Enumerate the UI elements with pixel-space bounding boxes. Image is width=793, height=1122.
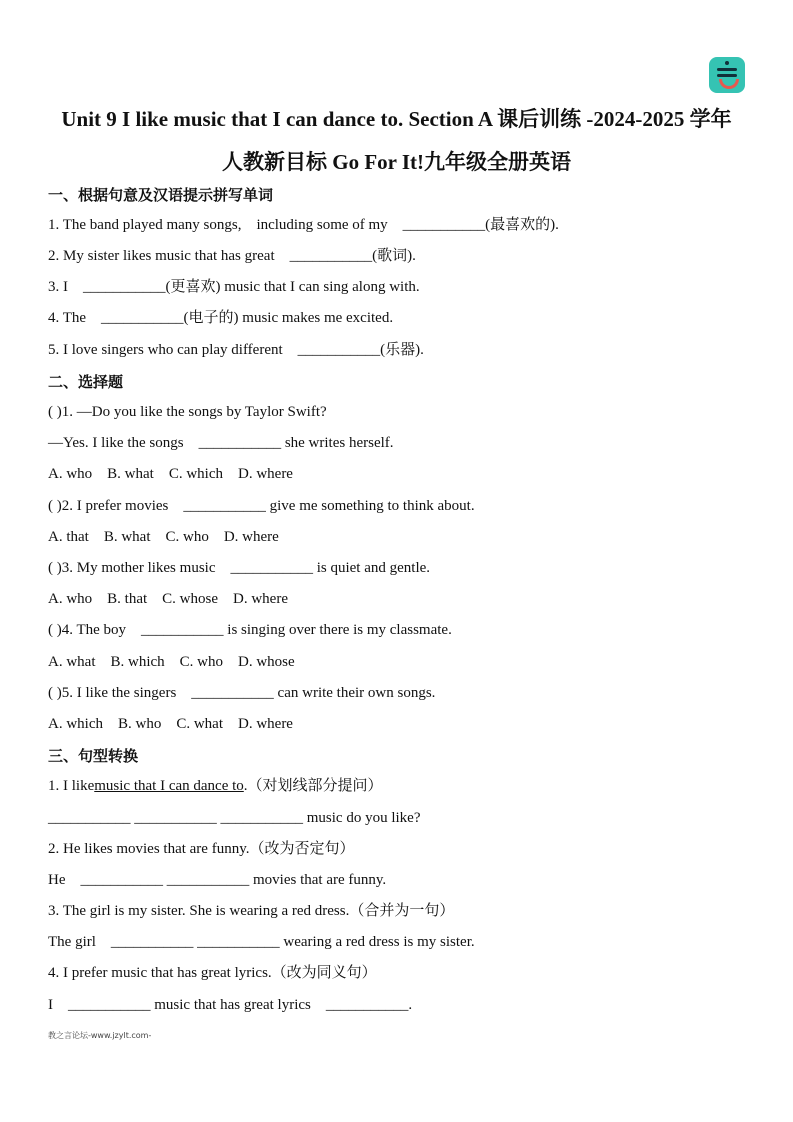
options-line: A. who B. what C. which D. where [48, 466, 293, 482]
question-line: ( )2. I prefer movies ___________ give me something to think about. [48, 498, 475, 514]
question-line: 2. My sister likes music that has great ___________(歌词). [48, 248, 416, 264]
logo-smile [719, 79, 739, 89]
logo-bar [717, 68, 737, 71]
question-line: ( )1. —Do you like the songs by Taylor Swift? [48, 404, 327, 420]
question-line: ( )3. My mother likes music ___________ is quiet and gentle. [48, 560, 431, 576]
section-heading: 二、选择题 [48, 373, 124, 391]
options-line: A. that B. what C. who D. where [48, 529, 279, 545]
question-line: 3. The girl is my sister. She is wearing a red dress.（合并为一句） [48, 903, 455, 919]
answer-line: I ___________ music that has great lyrics ___________. [48, 997, 413, 1013]
question-line: 4. I prefer music that has great lyrics.（改为同义句） [48, 965, 377, 981]
question-line: —Yes. I like the songs ___________ she writes herself. [48, 435, 394, 451]
question-line: 5. I love singers who can play different ___________(乐器). [48, 342, 424, 358]
logo-bar [717, 74, 737, 77]
options-line: A. who B. that C. whose D. where [48, 591, 288, 607]
question-line: 3. I ___________(更喜欢) music that I can sing along with. [48, 279, 420, 295]
answer-line: He ___________ ___________ movies that are funny. [48, 872, 387, 888]
site-logo [709, 57, 745, 93]
logo-dot [725, 61, 729, 65]
section-heading: 一、根据句意及汉语提示拼写单词 [48, 186, 274, 204]
footer-watermark: 教之言论坛-www.jzylt.com- [48, 1031, 152, 1040]
question-line: 4. The ___________(电子的) music makes me excited. [48, 310, 394, 326]
options-line: A. which B. who C. what D. where [48, 716, 293, 732]
section-heading: 三、句型转换 [48, 747, 139, 765]
options-line: A. what B. which C. who D. whose [48, 654, 295, 670]
question-line [48, 777, 383, 795]
q1-suffix: .（对划线部分提问） [243, 778, 383, 794]
q1-prefix: 1. I like [48, 778, 95, 794]
question-line: 2. He likes movies that are funny.（改为否定句） [48, 841, 355, 857]
answer-line: ___________ ___________ ___________ music do you like? [48, 810, 421, 826]
page-title-line2: 人教新目标 Go For It!九年级全册英语 [221, 150, 571, 174]
q1-underlined-phrase: music that I can dance to [94, 778, 244, 794]
question-line: ( )4. The boy ___________ is singing over there is my classmate. [48, 622, 452, 638]
answer-line: The girl ___________ ___________ wearing a red dress is my sister. [48, 934, 475, 950]
page-title-line1: Unit 9 I like music that I can dance to. Section A 课后训练 -2024-2025 学年 [61, 107, 732, 131]
question-line: ( )5. I like the singers ___________ can write their own songs. [48, 685, 436, 701]
question-line: 1. The band played many songs, including some of my ___________(最喜欢的). [48, 217, 559, 233]
